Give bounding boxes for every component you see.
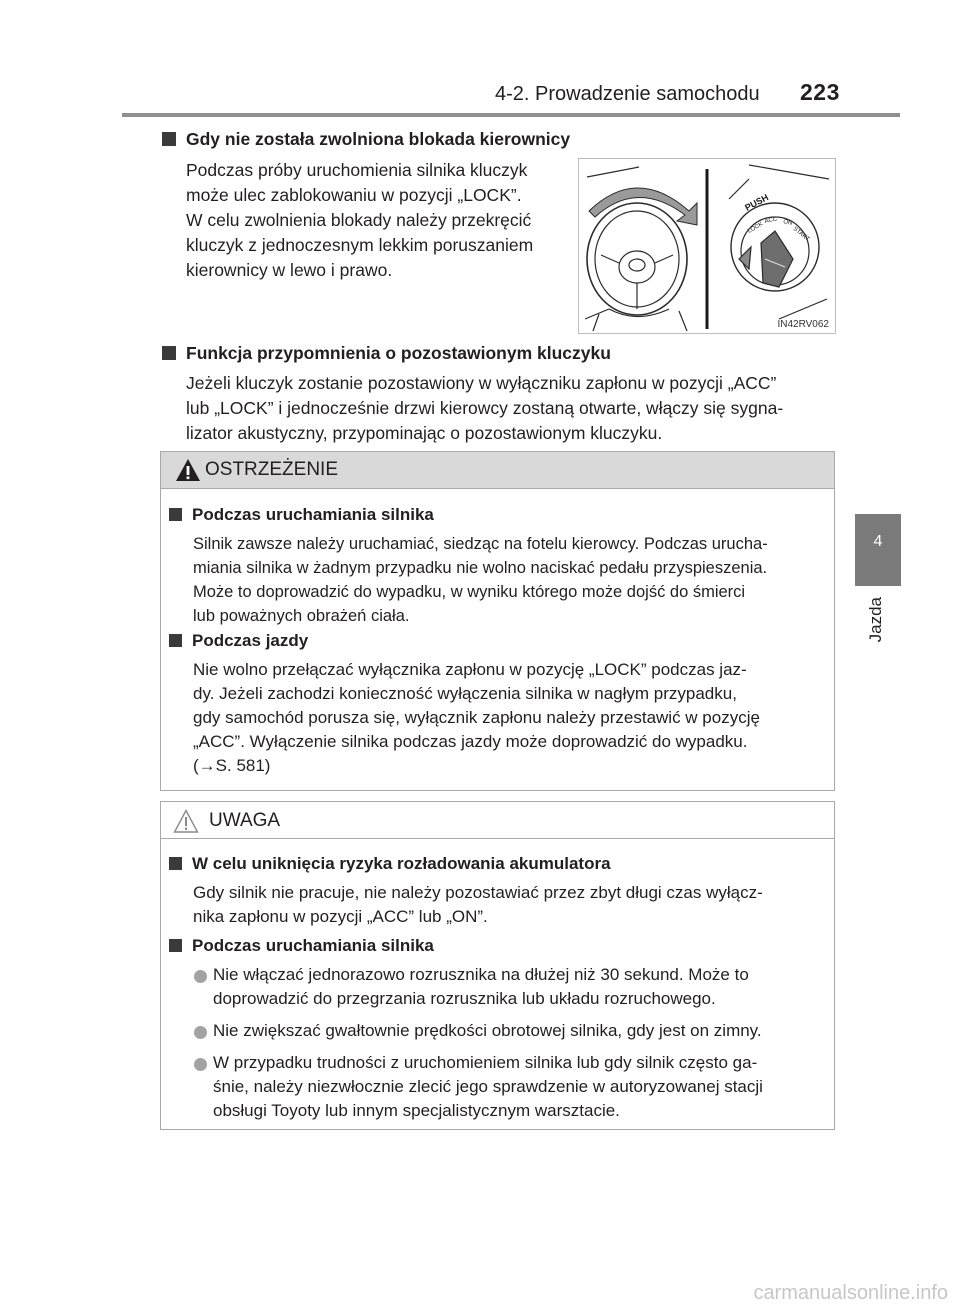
notice-title: UWAGA <box>209 810 281 831</box>
header-section-title: 4-2. Prowadzenie samochodu <box>495 83 760 105</box>
key-reminder-heading: Funkcja przypomnienia o pozostawionym kluczyku <box>162 342 611 364</box>
switch-label-lock: LOCK <box>747 221 765 235</box>
warning-section-heading: Podczas jazdy <box>169 630 308 652</box>
notice-bullet-item <box>213 1019 833 1043</box>
warning-section-paragraph <box>193 532 827 628</box>
switch-label-push: PUSH <box>743 192 771 213</box>
notice-header <box>161 802 834 839</box>
text-line: śnie, należy niezwłocznie zlecić jego sprawdzenie w autoryzowanej stacji <box>213 1077 763 1096</box>
chapter-number: 4 <box>873 533 883 550</box>
text-line: W celu zwolnienia blokady należy przekręcić <box>186 210 532 230</box>
page-number: 223 <box>800 79 840 105</box>
text-line: gdy samochód porusza się, wyłącznik zapłonu należy przestawić w pozycję <box>193 708 760 727</box>
notice-section-paragraph <box>193 881 827 929</box>
switch-label-on: ON <box>782 219 793 227</box>
steering-lock-paragraph <box>186 158 560 283</box>
notice-bullet-item <box>213 1051 827 1123</box>
warning-section-paragraph <box>193 658 827 778</box>
header-rule <box>122 113 900 117</box>
text-line: Gdy silnik nie pracuje, nie należy pozostawiać przez zbyt długi czas wyłącz- <box>193 883 763 902</box>
figure-code: IN42RV062 <box>777 319 829 330</box>
text-line: Silnik zawsze należy uruchamiać, siedząc na fotelu kierowcy. Podczas urucha- <box>193 535 768 553</box>
text-line: Nie wolno przełączać wyłącznika zapłonu w pozycję „LOCK” podczas jaz- <box>193 660 747 679</box>
square-bullet-icon <box>169 634 182 647</box>
key-reminder-paragraph <box>186 371 834 446</box>
text-line: Podczas próby uruchomienia silnika kluczyk <box>186 160 528 180</box>
warning-triangle-icon <box>175 458 201 482</box>
text-line: doprowadzić do przegrzania rozrusznika lub układu rozruchowego. <box>213 989 716 1008</box>
caution-triangle-icon <box>173 809 199 833</box>
text-line: Może to doprowadzić do wypadku, w wyniku którego może dojść do śmierci <box>193 583 746 601</box>
text-line: Nie włączać jednorazowo rozrusznika na dłużej niż 30 sekund. Może to <box>213 965 749 984</box>
round-bullet-icon <box>194 1058 207 1071</box>
text-line: nika zapłonu w pozycji „ACC” lub „ON”. <box>193 907 488 926</box>
text-line: W przypadku trudności z uruchomieniem silnika lub gdy silnik często ga- <box>213 1053 758 1072</box>
text-line: Jeżeli kluczyk zostanie pozostawiony w wyłączniku zapłonu w pozycji „ACC” <box>186 373 777 393</box>
square-bullet-icon <box>169 508 182 521</box>
text-line: lizator akustyczny, przypominając o pozostawionym kluczyku. <box>186 423 663 443</box>
warning-box <box>160 451 835 791</box>
text-line: może ulec zablokowaniu w pozycji „LOCK”. <box>186 185 522 205</box>
notice-section-heading: Podczas uruchamiania silnika <box>169 935 434 957</box>
text-line: „ACC”. Wyłączenie silnika podczas jazdy może doprowadzić do wypadku. <box>193 732 748 751</box>
square-bullet-icon <box>162 346 176 360</box>
switch-label-start: START <box>791 225 811 243</box>
square-bullet-icon <box>169 939 182 952</box>
switch-label-acc: ACC <box>764 216 778 225</box>
text-line: miania silnika w żadnym przypadku nie wolno naciskać pedału przyspieszenia. <box>193 559 768 577</box>
steering-wheel-and-switch-drawing <box>579 159 835 333</box>
square-bullet-icon <box>162 132 176 146</box>
steering-lock-illustration <box>578 158 836 334</box>
notice-section-heading: W celu uniknięcia ryzyka rozładowania akumulatora <box>169 853 611 875</box>
warning-title: OSTRZEŻENIE <box>205 459 339 480</box>
text-line: obsługi Toyoty lub innym specjalistycznym warsztacie. <box>213 1101 620 1120</box>
text-line: kluczyk z jednoczesnym lekkim poruszaniem <box>186 235 534 255</box>
text-line: lub „LOCK” i jednocześnie drzwi kierowcy zostaną otwarte, włączy się sygna- <box>186 398 784 418</box>
chapter-name: Jazda <box>866 597 885 643</box>
notice-bullet-item <box>213 963 827 1011</box>
notice-box <box>160 801 835 1130</box>
steering-lock-heading: Gdy nie została zwolniona blokada kierownicy <box>162 128 570 150</box>
warning-section-heading: Podczas uruchamiania silnika <box>169 504 434 526</box>
text-line: Nie zwiększać gwałtownie prędkości obrotowej silnika, gdy jest on zimny. <box>213 1021 762 1040</box>
text-line: kierownicy w lewo i prawo. <box>186 260 393 280</box>
warning-header <box>161 452 834 489</box>
watermark: carmanualsonline.info <box>753 1282 948 1304</box>
square-bullet-icon <box>169 857 182 870</box>
text-line: (→S. 581) <box>193 756 271 775</box>
text-line: dy. Jeżeli zachodzi konieczność wyłączenia silnika w nagłym przypadku, <box>193 684 737 703</box>
text-line: lub poważnych obrażeń ciała. <box>193 607 410 625</box>
round-bullet-icon <box>194 970 207 983</box>
round-bullet-icon <box>194 1026 207 1039</box>
